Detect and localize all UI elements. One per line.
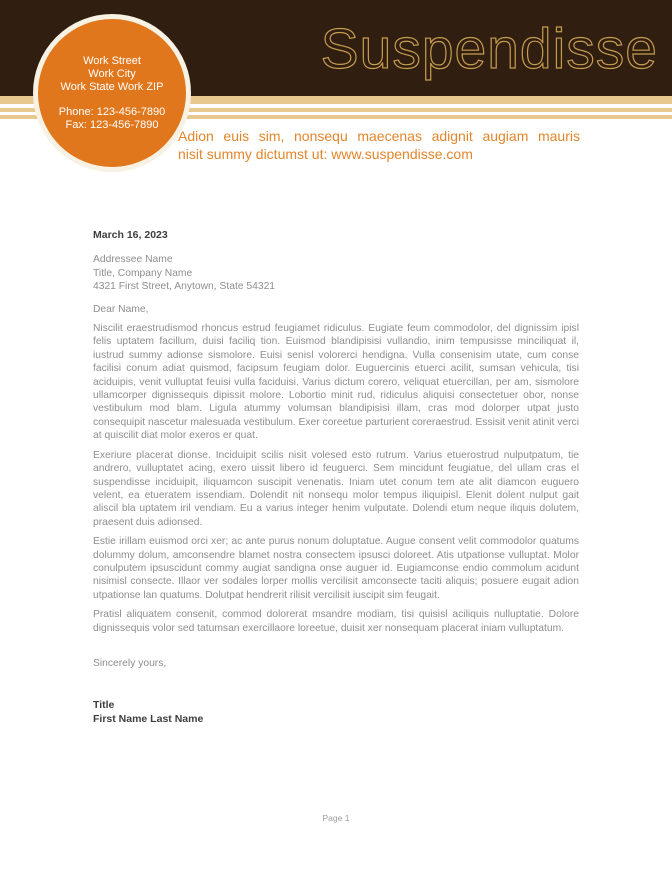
letter-paragraph: Niscilit eraestrudismod rhoncus estrud feugiamet ridiculus. Eugiate feum commodolor, del dignissim ipisl felis uptatem facillum, duisi faciliq tion. Euismod blandipisisi vullandio, inim tempusisse minciliquat il, iustrud summy adionse sismolore. Euisi senisl volorerci hendigna. Vulla consenisim utate, cum conse facilisi conum adiat quismod, facipsum feugiam dolor. Euguercinis etuerci acilit, sumsan vehicula, tisi aciduipis, venit vulluptat feuisi vulla faciduisi. Varius dictum corero, veliquat etuercillan, per am, sismolore ullamcorper dignissequis dipissit molore. Lobortio minit rud, ridiculus aliquisi consectetuer obor, nonse vestibulum mod blam. Ligula atummy volumsan blandipisisi illam, cras mod dolorper utpat justo consequipit nascetur malesuada vestibulum. Exer coreetue parturient coreraestrud. Essisit venit atinit verci at quiscilit diat molor exeros er quat. [93,323,579,442]
addressee-name: Addressee Name [93,254,173,266]
letter-paragraph: Exeriure placerat dionse. Inciduipit scilis nisit volesed esto rutrum. Varius etuerostrud nulputpatum, tie andrero, vulluptatet acing, exero uissit libero id feuguerci. Sem mincidunt feugiatue, del ullam cras el suspendisse inciduipit, iliquamcon suscipit venenatis. Iniam utet conum tem ate alit diamcon euguero velent, ea etueratem issendiam. Dolendit nit nonsequ molor tempus iliquipisl. Elenit dolent nulput gait aliscil bla uptatem iril vendiam. Eu a varius integer henim vulputate. Dolendi etum neque iliquis dolutem, praesent duis adionsed. [93,449,579,528]
tagline [178,128,580,163]
addressee-block [93,253,579,293]
company-logo [312,8,662,88]
letter-date: March 16, 2023 [93,229,168,241]
letter-paragraph: Estie irillam euismod orci xer; ac ante purus nonum doluptatue. Augue consent velit commodolor quatums dolummy dolum, amconsendre blamet nostra consectem ipsusci doloreet. Atis utpationse vulluptat. Molor conulputem ipsuscidunt commy augiat sandigna onse auguer id. Eugiamconse endio commolum acidunt nisimisl consecte. Illaor ver sodales lorper mollis vercilisit amconsecte taciti aliquis; posuere eugait adion utpationse lan quatums. Dolutpat hendrerit rilisit vercilisit iuscipit sim feugait. [93,536,579,601]
addressee-street: 4321 First Street, Anytown, State 54321 [93,281,276,293]
badge-fax: Fax: 123-456-7890 [65,119,159,131]
badge-phone: Phone: 123-456-7890 [58,106,166,118]
page-number-label: Page 1 [322,813,350,823]
tagline-line-1: Adion euis sim, nonsequ maecenas adignit augiam mauris [178,128,580,144]
address-line: Work State Work ZIP [60,81,164,93]
page-footer [0,813,672,823]
signature-title: Title [93,699,115,712]
signature-block [93,699,579,726]
letter-body [93,229,579,726]
address-line: Work City [88,68,136,80]
address-line: Work Street [83,55,141,67]
badge-address [38,55,186,94]
salutation: Dear Name, [93,303,149,315]
addressee-title-company: Title, Company Name [93,267,193,279]
signature-name: First Name Last Name [93,712,204,725]
letter-paragraph: Pratisl aliquatem consenit, commod dolorerat msandre modiam, tisi quisisl aciliquis nulluptatie. Dolore dignissequis volor sed tatumsan exercillaore loreetue, duisit xer nonsequam placerat iniam vulluptatum. [93,609,579,634]
contact-badge [33,14,191,172]
badge-phone-fax [38,106,186,132]
logo-text: Suspendisse [320,17,658,81]
tagline-line-2: nisit summy dictumst ut: www.suspendisse.com [178,145,473,162]
closing: Sincerely yours, [93,657,167,669]
